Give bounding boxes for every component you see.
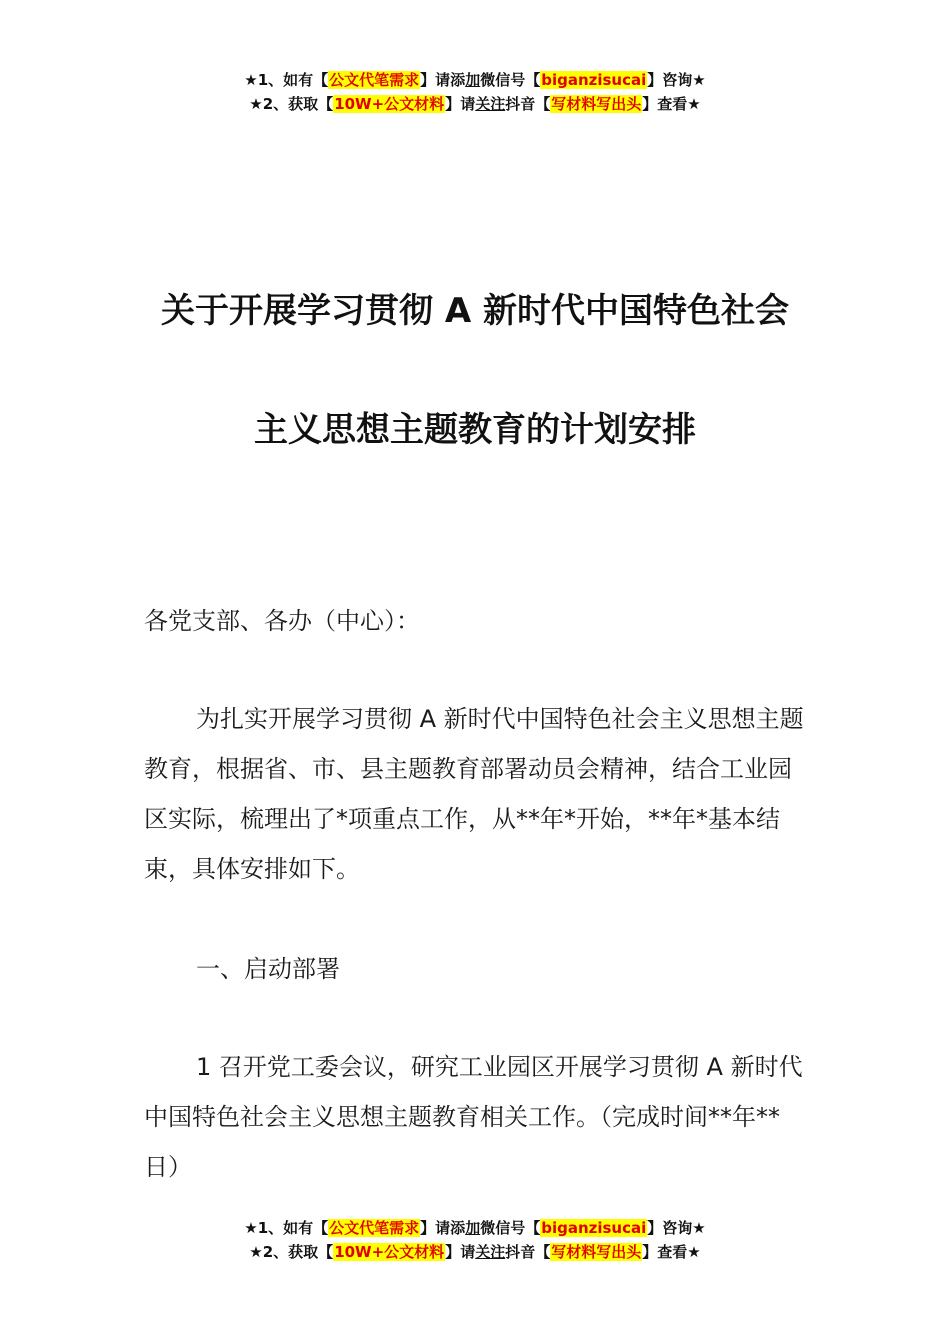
banner-text: 】请: [445, 1243, 476, 1261]
banner-text: 】查看★: [642, 1243, 701, 1261]
banner-highlight: 写材料写出头: [551, 1243, 642, 1261]
section-heading: [144, 944, 808, 994]
document-title-line-1: 关于开展学习贯彻 A 新时代中国特色社会: [161, 291, 789, 331]
salutation-text: 各党支部、各办（中心）：: [144, 607, 420, 635]
document-title-line-2: 主义思想主题教育的计划安排: [254, 410, 696, 450]
top-banner: [0, 68, 950, 116]
banner-line-2: [0, 1240, 950, 1264]
banner-underlined-text: 关注: [475, 95, 506, 113]
banner-text: 】请添: [420, 71, 466, 89]
bottom-banner: [0, 1216, 950, 1264]
banner-text: 】咨询★: [647, 1219, 706, 1237]
banner-highlight: biganzisucai: [541, 71, 647, 89]
salutation: [144, 596, 808, 646]
banner-underlined-text: 加: [465, 1219, 481, 1237]
banner-text: ★2、获取【: [249, 95, 334, 113]
banner-line-1: [0, 1216, 950, 1240]
banner-text: 微信号【: [480, 1219, 541, 1237]
paragraph-item-1-text: 1 召开党工委会议，研究工业园区开展学习贯彻 A 新时代中国特色社会主义思想主题教育相关工作。（完成时间**年**日）: [144, 1053, 803, 1181]
section-heading-text: 一、启动部署: [196, 955, 340, 983]
banner-highlight: 写材料写出头: [551, 95, 642, 113]
banner-line-2: [0, 92, 950, 116]
banner-text: 】请添: [420, 1219, 466, 1237]
banner-underlined-text: 加: [465, 71, 481, 89]
paragraph-intro-text: 为扎实开展学习贯彻 A 新时代中国特色社会主义思想主题教育，根据省、市、县主题教育部署动员会精神，结合工业园区实际，梳理出了*项重点工作，从**年*开始，**年*基本结束，具体安排如下。: [144, 705, 804, 883]
banner-line-1: [0, 68, 950, 92]
paragraph-intro: [144, 694, 808, 894]
banner-text: ★1、如有【: [244, 1219, 329, 1237]
banner-text: 】查看★: [642, 95, 701, 113]
banner-text: 】咨询★: [647, 71, 706, 89]
banner-text: ★1、如有【: [244, 71, 329, 89]
banner-highlight: biganzisucai: [541, 1219, 647, 1237]
banner-underlined-text: 关注: [475, 1243, 506, 1261]
banner-text: 抖音【: [505, 95, 551, 113]
banner-highlight: 公文代笔需求: [329, 1219, 420, 1237]
banner-text: 】请: [445, 95, 476, 113]
banner-text: 微信号【: [480, 71, 541, 89]
paragraph-item-1: [144, 1042, 808, 1192]
banner-text: 抖音【: [505, 1243, 551, 1261]
banner-text: ★2、获取【: [249, 1243, 334, 1261]
banner-highlight: 公文代笔需求: [329, 71, 420, 89]
banner-highlight: 10W+公文材料: [334, 95, 445, 113]
banner-highlight: 10W+公文材料: [334, 1243, 445, 1261]
